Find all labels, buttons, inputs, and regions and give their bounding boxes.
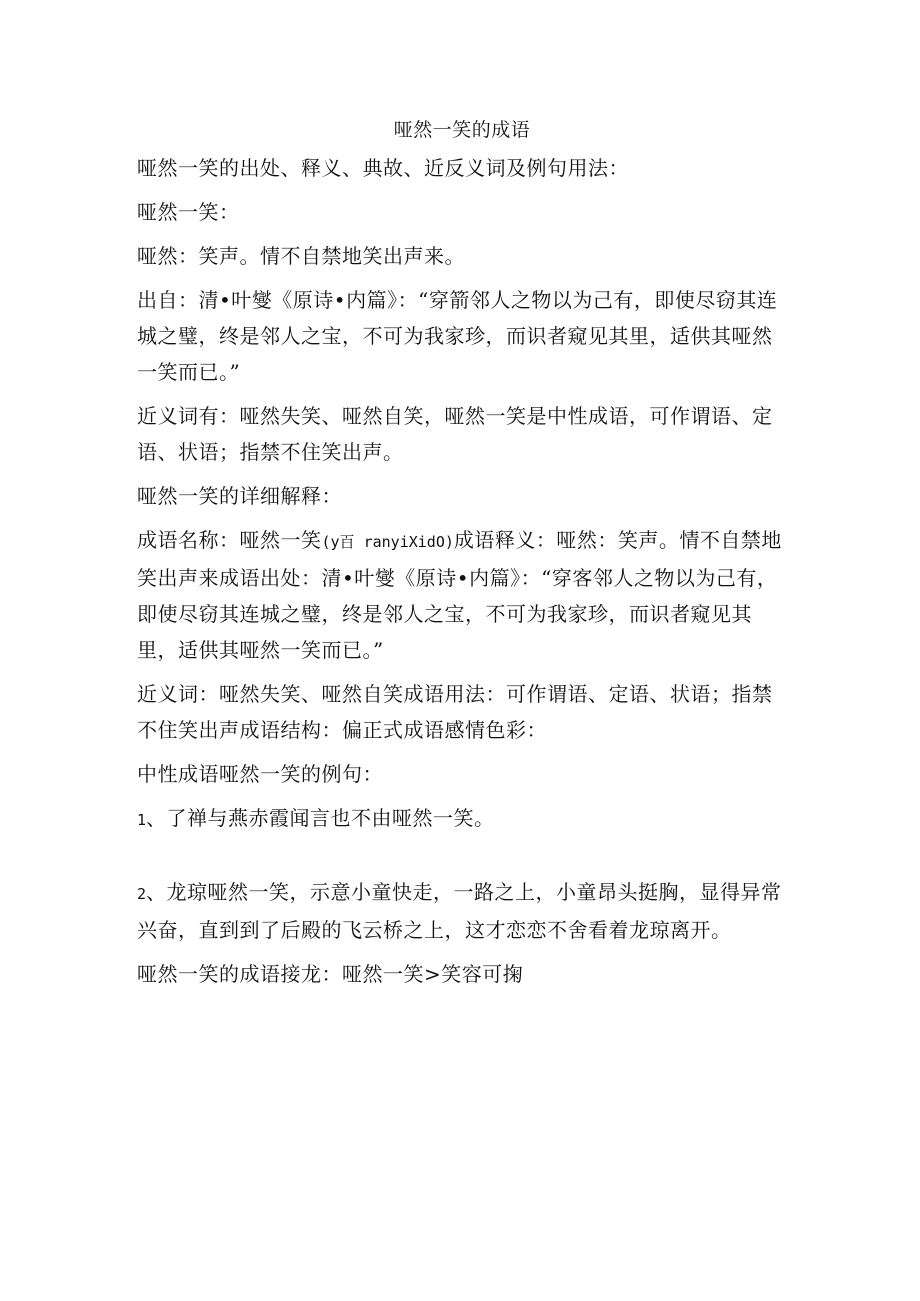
example-text: 、龙琼哑然一笑，示意小童快走，一路之上，小童昂头挺胸，显得异常兴奋，直到到了后殿的飞云桥之上，这才恋恋不舍看着龙琼离开。 <box>137 880 782 942</box>
pinyin-text: (y百 ranyiXidO) <box>321 533 454 551</box>
example-item <box>137 874 787 948</box>
explain-rest: 成语释义：哑然：笑声。情不自禁地笑出声来成语出处：清•叶燮《原诗•内篇》：“穿客邻人之物以为己有，即使尽窃其连城之璧，终是邻人之宝，不可为我家珍，而识者窥见其里，适供其哑然一笑而已。” <box>137 528 782 662</box>
meaning-line: 哑然：笑声。情不自禁地笑出声来。 <box>137 244 465 268</box>
idiom-heading: 哑然一笑： <box>137 200 240 224</box>
chain-line: 哑然一笑的成语接龙：哑然一笑>笑容可掬 <box>137 962 524 986</box>
document-title: 哑然一笑的成语 <box>393 119 531 141</box>
source-paragraph: 出自：清•叶燮《原诗•内篇》：“穿箭邻人之物以为己有，即使尽窃其连城之璧，终是邻人之宝，不可为我家珍，而识者窥见其里，适供其哑然一笑而已。” <box>137 288 778 384</box>
intro-line: 哑然一笑的出处、释义、典故、近反义词及例句用法： <box>137 156 629 180</box>
synonym-paragraph: 近义词有：哑然失笑、哑然自笑，哑然一笑是中性成语，可作谓语、定语、状语；指禁不住笑出声。 <box>137 404 773 464</box>
usage-paragraph: 近义词：哑然失笑、哑然自笑成语用法：可作谓语、定语、状语；指禁不住笑出声成语结构：偏正式成语感情色彩： <box>137 682 773 742</box>
explain-prefix: 成语名称：哑然一笑 <box>137 528 322 552</box>
examples-heading: 中性成语哑然一笑的例句： <box>137 762 383 786</box>
example-number: 2 <box>137 885 147 903</box>
document-body <box>137 116 787 1000</box>
example-number: 1 <box>137 811 147 829</box>
example-item <box>137 800 787 838</box>
detail-heading: 哑然一笑的详细解释： <box>137 484 342 508</box>
spacer <box>137 846 787 874</box>
example-text: 、了禅与燕赤霞闻言也不由哑然一笑。 <box>146 806 495 830</box>
explain-paragraph <box>137 522 787 668</box>
